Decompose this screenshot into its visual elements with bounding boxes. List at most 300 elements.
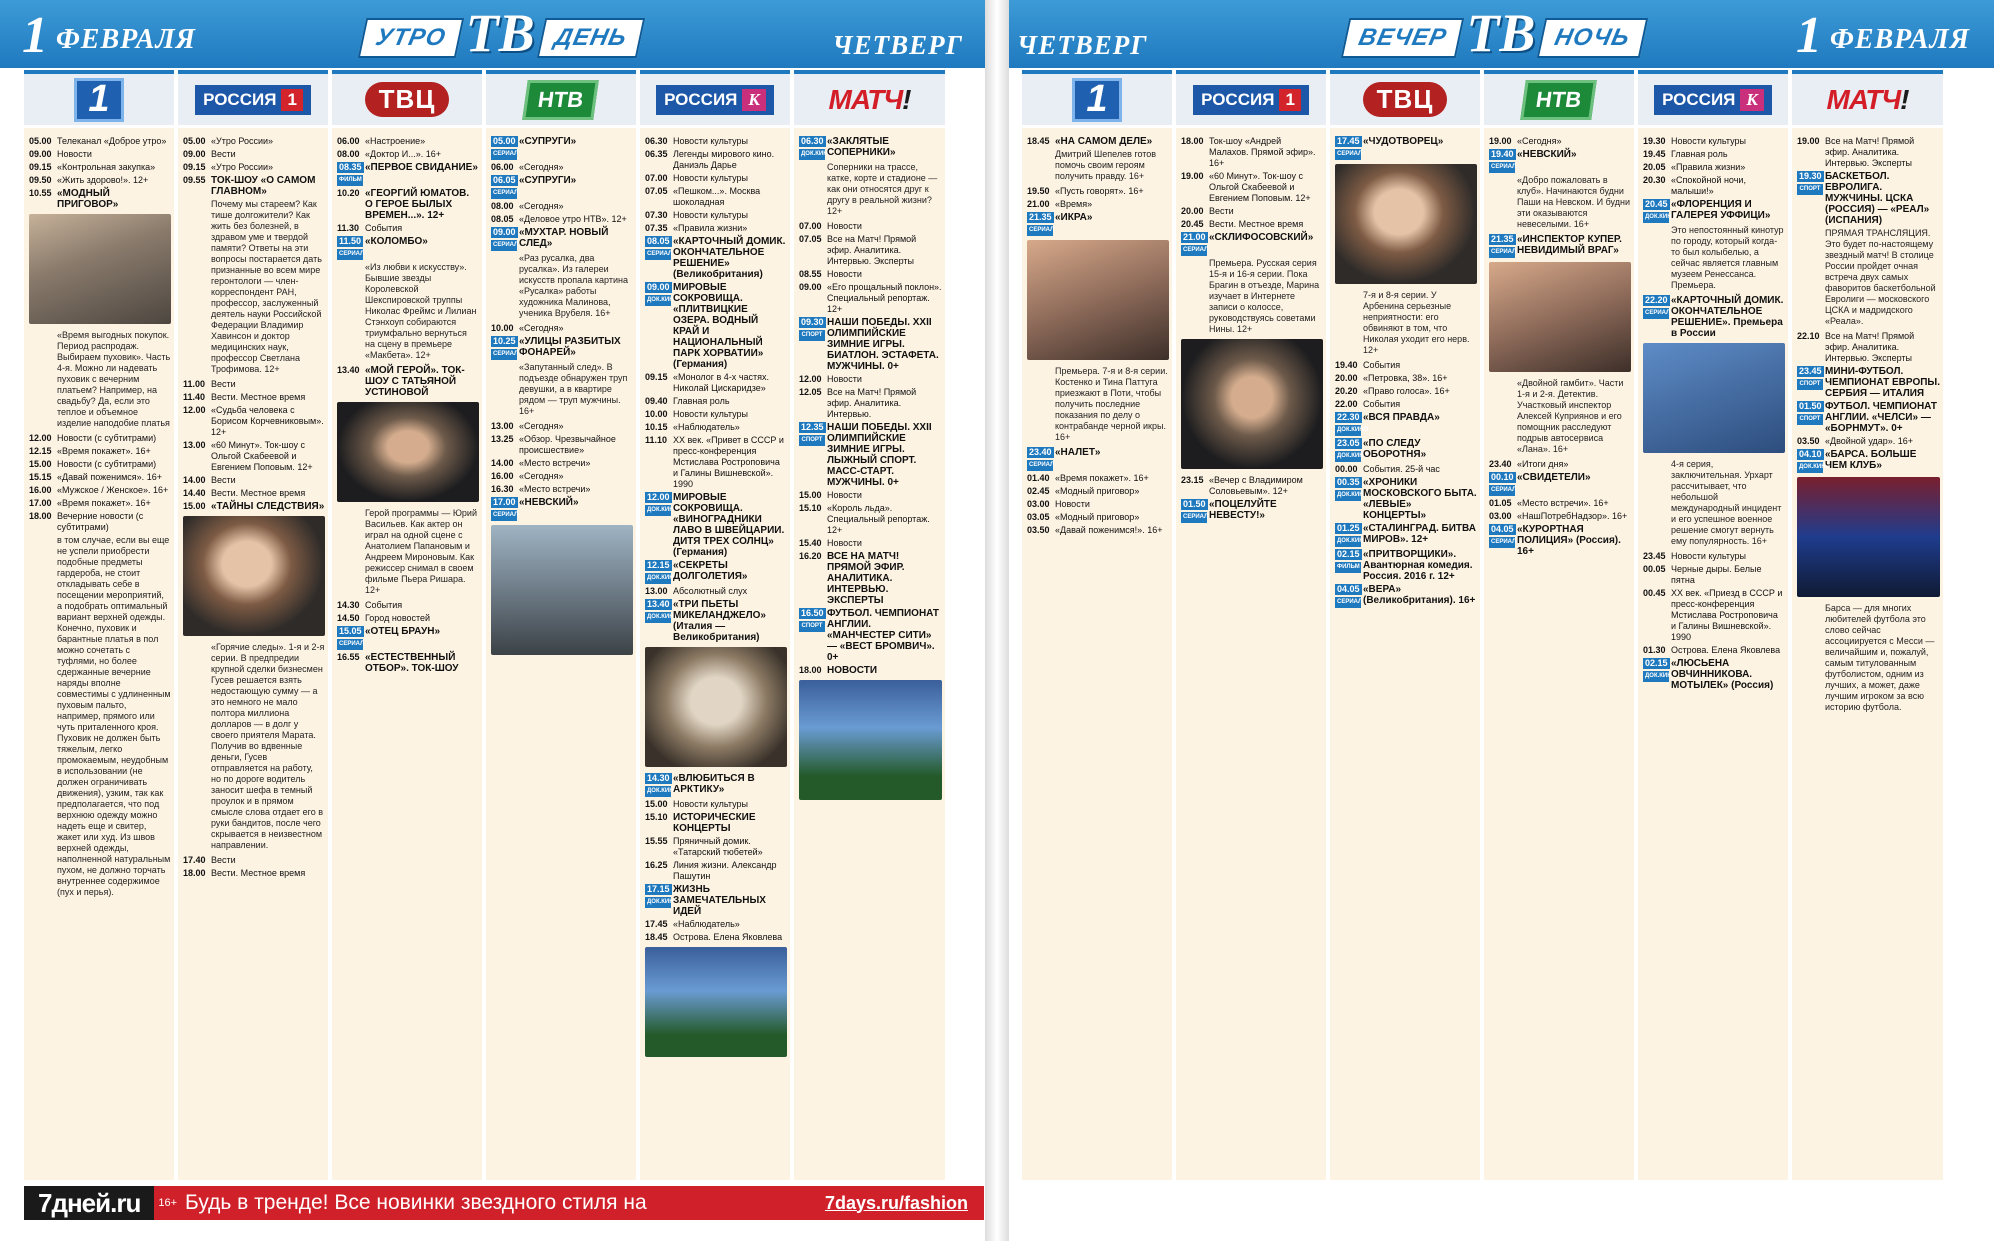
time-label: 05.00: [493, 136, 516, 146]
program-slot: [337, 149, 479, 160]
program-title: «ЗАКЛЯТЫЕ СОПЕРНИКИ»: [827, 136, 896, 158]
kultura-mark: К: [1740, 89, 1764, 111]
program-slot: [645, 396, 787, 407]
time-label: 19.50: [1027, 186, 1050, 196]
time-label: 17.00: [493, 497, 516, 507]
program-title: «СТАЛИНГРАД. БИТВА МИРОВ». 12+: [1363, 523, 1476, 545]
date-month-right: ФЕВРАЛЯ: [1830, 24, 1970, 55]
program-time: [645, 799, 673, 810]
program-title: ФУТБОЛ. ЧЕМПИОНАТ АНГЛИИ. «МАНЧЕСТЕР СИТИ» — «ВЕСТ БРОМВИЧ». 0+: [827, 608, 940, 663]
program-title: ВСЕ НА МАТЧ! ПРЯМОЙ ЭФИР. АНАЛИТИКА. ИНТЕРВЬЮ. ЭКСПЕРТЫ: [827, 551, 905, 606]
program-time: [29, 485, 57, 496]
program-time: [645, 186, 673, 208]
banner-link[interactable]: 7days.ru/fashion: [824, 1192, 968, 1213]
time-label: 20.00: [1335, 373, 1358, 383]
program-title: «СЕКРЕТЫ ДОЛГОЛЕТИЯ»: [673, 560, 748, 582]
program-slot: [1181, 219, 1323, 230]
time-label: 01.30: [1643, 645, 1666, 655]
program-time: [29, 149, 57, 160]
channel-column: [332, 128, 482, 1180]
program-title: «ИНСПЕКТОР КУПЕР. НЕВИДИМЫЙ ВРАГ»: [1517, 234, 1622, 256]
program-title: «Сегодня»: [1517, 136, 1562, 146]
genre-badge: СПОРТ: [799, 621, 825, 632]
genre-badge: ДОК.КИНО: [645, 505, 671, 516]
time-label: 23.05: [1337, 438, 1360, 448]
time-label: 23.40: [1029, 447, 1052, 457]
program-title: «НАЛЕТ»: [1055, 447, 1101, 458]
program-slot: [799, 234, 942, 267]
time-label: 03.05: [1027, 512, 1050, 522]
program-time: [1335, 549, 1363, 582]
program-slot: [183, 405, 325, 438]
match-logo-icon: [829, 84, 911, 116]
program-time: [1335, 399, 1363, 410]
program-title: Вести: [1209, 206, 1234, 216]
program-slot: [337, 223, 479, 234]
program-title: Острова. Елена Яковлева: [1671, 645, 1781, 655]
program-title: ЖИЗНЬ ЗАМЕЧАТЕЛЬНЫХ ИДЕЙ: [673, 884, 766, 917]
program-title: Легенды мирового кино. Даниэль Дарье: [673, 149, 775, 170]
time-label: 17.15: [647, 884, 670, 894]
time-label: 16.30: [491, 484, 514, 494]
genre-badge: ДОК.КИНО: [799, 149, 825, 160]
channel-column: [1176, 128, 1326, 1180]
program-slot: [1489, 498, 1631, 509]
program-slot: [1643, 645, 1785, 656]
program-slot: [29, 433, 171, 444]
time-label: 13.25: [491, 434, 514, 444]
time-label: 08.05: [647, 236, 670, 246]
genre-badge: ФИЛЬМ: [337, 175, 363, 186]
program-title: События: [365, 223, 403, 233]
time-label: 22.30: [1337, 412, 1360, 422]
program-slot: [1797, 136, 1940, 169]
program-slot: [645, 236, 787, 280]
program-photo: [645, 647, 787, 767]
genre-badge: СПОРТ: [1797, 184, 1823, 195]
program-title: «Наблюдатель»: [673, 422, 740, 432]
program-description: «Добро пожаловать в клуб». Начинаются будни Паши на Невском. И будни эти оказываются невеселыми. 16+: [1517, 175, 1630, 229]
program-title: «НЕВСКИЙ»: [1517, 149, 1577, 160]
program-title: ФУТБОЛ. ЧЕМПИОНАТ АНГЛИИ. «ЧЕЛСИ» — «БОРНМУТ». 0+: [1825, 401, 1938, 434]
program-time: [491, 434, 519, 456]
program-slot: [645, 173, 787, 184]
program-time: [645, 149, 673, 171]
time-label: 00.35: [1337, 477, 1360, 487]
time-label: 09.55: [183, 175, 206, 185]
genre-badge: СПОРТ: [1797, 414, 1823, 425]
time-label: 19.45: [1643, 149, 1666, 159]
program-title: Острова. Елена Яковлева: [673, 932, 783, 942]
time-label: 14.30: [337, 600, 360, 610]
program-time: [799, 490, 827, 501]
program-time: [645, 812, 673, 834]
program-time: [1797, 401, 1825, 434]
program-slot: [1643, 564, 1785, 586]
program-photo: [1181, 339, 1323, 469]
program-slot: [183, 379, 325, 390]
header-evening-night: [1009, 0, 1994, 68]
program-title: «ЧУДОТВОРЕЦ»: [1363, 136, 1444, 147]
genre-badge: ДОК.КИНО: [645, 786, 671, 797]
program-description: ПРЯМАЯ ТРАНСЛЯЦИЯ. Это будет по-настоящему звездный матч! В столице России пройдет очная встреча двух самых фаворитов баскетбольной Евролиги — московского ЦСКА и мадридского «Реала».: [1825, 228, 1936, 326]
program-title: «ТРИ ПЬЕТЫ МИКЕЛАНДЖЕЛО» (Италия — Великобритания): [673, 599, 766, 643]
tv-section-logo-evening: [1345, 3, 1644, 64]
program-slot: [491, 434, 633, 456]
genre-badge: СЕРИАЛ: [1489, 247, 1515, 258]
program-title: «Обзор. Чрезвычайное происшествие»: [519, 434, 616, 455]
program-description: 4-я серия, заключительная. Урхарт рассчитывает, что небольшой международный инцидент и его успешное военное решение смогут вернуть ему популярность. 16+: [1671, 459, 1782, 546]
russia-label-k: РОССИЯ: [1662, 89, 1736, 109]
channel-column: [1330, 128, 1480, 1180]
program-time: [491, 175, 519, 199]
program-slot: [645, 149, 787, 171]
time-label: 04.10: [1799, 449, 1822, 459]
program-title: «Сегодня»: [519, 201, 564, 211]
schedule-evening: [1022, 128, 1947, 1180]
program-slot: [799, 269, 942, 280]
program-slot: [183, 501, 325, 512]
program-title: События: [1363, 360, 1401, 370]
program-slot: [337, 626, 479, 650]
program-title: «ПРИТВОРЩИКИ». Авантюрная комедия. Россия. 2016 г. 12+: [1363, 549, 1473, 582]
program-title: «Право голоса». 16+: [1363, 386, 1450, 396]
program-slot: [1181, 232, 1323, 256]
program-description: Барса — для многих любителей футбола это слово сейчас ассоциируется с Месси — величайшим и, пожалуй, самым титулованным футболистом, одним из лучших, а может, даже лучшим игроком за всю историю футбола.: [1825, 603, 1935, 712]
program-time: [799, 282, 827, 315]
time-label: 19.40: [1335, 360, 1358, 370]
program-slot: [491, 323, 633, 334]
program-time: [1181, 499, 1209, 523]
program-time: [183, 501, 211, 512]
program-slot: [1489, 511, 1631, 522]
time-label: 02.45: [1027, 486, 1050, 496]
russia-num: 1: [1279, 89, 1300, 111]
program-description: Это непостоянный кинотур по городу, который когда-то был колыбелью, а сейчас является главным музеем Ренессанса. Премьера.: [1671, 225, 1784, 290]
program-description: Дмитрий Шепелев готов помочь своим героям получить правду. 16+: [1055, 149, 1157, 181]
program-title: «НА САМОМ ДЕЛЕ»: [1055, 136, 1153, 147]
program-time: [645, 932, 673, 943]
time-label: 21.35: [1491, 234, 1514, 244]
program-title: Новости культуры: [673, 210, 749, 220]
time-label: 00.10: [1491, 472, 1514, 482]
program-title: «60 Минут». Ток-шоу с Ольгой Скабеевой и Евгением Поповым. 12+: [1209, 171, 1311, 203]
program-photo: [1335, 164, 1477, 284]
time-label: 23.45: [1799, 366, 1822, 376]
program-time: [29, 511, 57, 533]
program-title: «ВЛЮБИТЬСЯ В АРКТИКУ»: [673, 773, 755, 795]
program-time: [645, 860, 673, 882]
program-time: [183, 379, 211, 390]
genre-badge: ДОК.КИНО: [645, 573, 671, 584]
program-slot: [1797, 171, 1940, 226]
program-title: БАСКЕТБОЛ. ЕВРОЛИГА. МУЖЧИНЫ. ЦСКА (РОССИЯ) — «РЕАЛ» (ИСПАНИЯ): [1825, 171, 1930, 226]
time-label: 11.30: [337, 223, 360, 233]
program-time: [183, 392, 211, 403]
program-slot: [1797, 449, 1940, 473]
match-bang: !: [902, 83, 911, 115]
time-label: 09.00: [183, 149, 206, 159]
time-label: 18.00: [1181, 136, 1204, 146]
program-time: [1643, 645, 1671, 656]
time-label: 21.35: [1029, 212, 1052, 222]
program-slot: [799, 490, 942, 501]
genre-badge: СЕРИАЛ: [1027, 225, 1053, 236]
program-slot: [645, 836, 787, 858]
tv-section-logo-morning: [362, 3, 640, 64]
time-label: 15.00: [645, 799, 668, 809]
time-label: 00.45: [1643, 588, 1666, 598]
program-title: Вести: [211, 855, 236, 865]
program-time: [1489, 498, 1517, 509]
time-label: 01.50: [1183, 499, 1206, 509]
program-slot: [645, 282, 787, 370]
program-time: [491, 458, 519, 469]
kultura-logo-icon: [1654, 85, 1772, 115]
program-title: «ВЕРА» (Великобритания). 16+: [1363, 584, 1476, 606]
program-time: [1643, 588, 1671, 643]
program-time: [29, 472, 57, 483]
program-time: [1643, 658, 1677, 691]
program-slot: [183, 868, 325, 879]
time-label: 03.00: [1027, 499, 1050, 509]
channel-tvc-evening: [1330, 70, 1480, 125]
time-label: 16.00: [29, 485, 52, 495]
program-title: «Утро России»: [211, 136, 274, 146]
program-slot: [1335, 523, 1477, 547]
program-title: НАШИ ПОБЕДЫ. XXII ОЛИМПИЙСКИЕ ЗИМНИЕ ИГРЫ. ЛЫЖНЫЙ СПОРТ. МАСС-СТАРТ. МУЖЧИНЫ. 0+: [827, 422, 932, 488]
program-time: [1335, 477, 1369, 521]
channel-tvc: [332, 70, 482, 125]
program-time: [799, 608, 827, 663]
time-label: 18.45: [1027, 136, 1050, 146]
time-label: 12.15: [29, 446, 52, 456]
genre-badge: СЕРИАЛ: [491, 188, 517, 199]
program-slot: [1797, 436, 1940, 447]
program-title: «Жить здорово!». 12+: [57, 175, 149, 185]
time-label: 06.30: [801, 136, 824, 146]
channel-column: [178, 128, 328, 1180]
program-slot: [645, 409, 787, 420]
program-title: «КАРТОЧНЫЙ ДОМИК. ОКОНЧАТЕЛЬНОЕ РЕШЕНИЕ». Премьера в России: [1671, 295, 1784, 339]
channel-strip-day: [24, 70, 949, 125]
program-slot: [1797, 331, 1940, 364]
program-slot: [183, 149, 325, 160]
program-slot: [645, 372, 787, 394]
program-time: [799, 317, 827, 372]
logo-word-night: НОЧЬ: [1537, 18, 1648, 58]
program-time: [1335, 584, 1363, 608]
program-time: [1643, 564, 1671, 586]
program-title: События: [1363, 399, 1401, 409]
program-title: Новости (с субтитрами): [57, 433, 157, 443]
program-slot: [337, 600, 479, 611]
time-label: 20.30: [1643, 175, 1666, 185]
time-label: 06.35: [645, 149, 668, 159]
program-description: «Горячие следы». 1-я и 2-я серии. В предпредии крупной сделки бизнесмен Гусев решается взять недостающую сумму — а это немного не мало полтора миллиона долларов — в долг у своего приятеля Марата. Получив во вдвенные деньги, Гусев отправляется на работу, но по дороге водитель заносит шефа в темный проулок и в прямом смысле слова отдает его в руки бандитов, после чего скрывается в неизвестном направлении.: [211, 642, 325, 850]
time-label: 18.00: [183, 868, 206, 878]
russia-label: РОССИЯ: [1201, 89, 1275, 109]
program-title: «МУХТАР. НОВЫЙ СЛЕД»: [519, 227, 609, 249]
program-time: [491, 136, 519, 160]
program-title: Телеканал «Доброе утро»: [57, 136, 167, 146]
channel-column: [794, 128, 945, 1180]
program-time: [337, 136, 365, 147]
program-title: «Сегодня»: [519, 421, 564, 431]
program-title: «Спокойной ночи, малыши!»: [1671, 175, 1746, 196]
genre-badge: ДОК.КИНО: [1797, 462, 1823, 473]
time-label: 06.00: [337, 136, 360, 146]
program-title: Новости культуры: [673, 173, 749, 183]
time-label: 18.00: [799, 665, 822, 675]
program-slot: [29, 136, 171, 147]
program-time: [645, 422, 673, 433]
time-label: 12.00: [29, 433, 52, 443]
program-title: «Место встречи». 16+: [1517, 498, 1609, 508]
header-morning-day: [0, 0, 985, 68]
program-time: [1027, 199, 1055, 210]
program-title: Новости культуры: [1671, 136, 1747, 146]
program-time: [29, 433, 57, 444]
program-title: «Место встречи»: [519, 458, 591, 468]
program-title: «Утро России»: [211, 162, 274, 172]
program-time: [645, 492, 679, 558]
program-time: [1797, 436, 1825, 447]
program-title: МИРОВЫЕ СОКРОВИЩА. «ВИНОГРАДНИКИ ЛАВО В ШВЕЙЦАРИИ. ДИТЯ ТРЕХ СОЛНЦ» (Германия): [673, 492, 785, 558]
program-title: Черные дыры. Белые пятна: [1671, 564, 1762, 585]
program-title: «Модный приговор»: [1055, 486, 1140, 496]
banner-text: Будь в тренде! Все новинки звездного стиля на: [185, 1191, 647, 1214]
header-date-right: [1796, 6, 1970, 65]
program-title: «ЛЮСЬЕНА ОВЧИННИКОВА. МОТЫЛЕК» (Россия): [1671, 658, 1774, 691]
channel-kultura-evening: [1638, 70, 1788, 125]
program-slot: [645, 932, 787, 943]
program-title: «Время покажет». 16+: [1055, 473, 1149, 483]
program-title: «Деловое утро НТВ». 12+: [519, 214, 627, 224]
time-label: 14.30: [647, 773, 670, 783]
time-label: 01.50: [1799, 401, 1822, 411]
time-label: 15.15: [29, 472, 52, 482]
time-label: 19.00: [1489, 136, 1512, 146]
program-slot: [183, 440, 325, 473]
program-title: «ИКРА»: [1055, 212, 1093, 223]
program-slot: [1489, 136, 1631, 147]
program-title: «СУПРУГИ»: [519, 136, 577, 147]
program-slot: [1027, 499, 1169, 510]
genre-badge: СЕРИАЛ: [491, 149, 517, 160]
channel-first-evening: [1022, 70, 1172, 125]
match-bang: !: [1900, 83, 1909, 115]
program-time: [645, 173, 673, 184]
genre-badge: ДОК.КИНО: [1335, 425, 1361, 436]
program-title: МИНИ-ФУТБОЛ. ЧЕМПИОНАТ ЕВРОПЫ. СЕРБИЯ — ИТАЛИЯ: [1825, 366, 1940, 399]
channel-russia1: [178, 70, 328, 125]
program-time: [799, 234, 827, 267]
genre-badge: СПОРТ: [1797, 379, 1823, 390]
time-label: 09.00: [29, 149, 52, 159]
program-description: «Двойной гамбит». Части 1-я и 2-я. Детектив. Участковый инспектор Алексей Куприянов и его помощник расследуют подрыв автосервиса «Лана». 16+: [1517, 378, 1624, 454]
genre-badge: СЕРИАЛ: [1489, 162, 1515, 173]
program-time: [1643, 149, 1671, 160]
program-time: [1643, 175, 1671, 197]
header-weekday: ЧЕТВЕРГ: [832, 30, 963, 60]
program-time: [183, 405, 211, 438]
program-slot: [1335, 584, 1477, 608]
genre-badge: СЕРИАЛ: [491, 349, 517, 360]
program-time: [1027, 499, 1055, 510]
time-label: 23.15: [1181, 475, 1204, 485]
genre-badge: СЕРИАЛ: [1643, 308, 1669, 319]
program-slot: [645, 492, 787, 558]
age-rating: 16+: [158, 1197, 178, 1209]
program-slot: [491, 162, 633, 173]
genre-badge: СЕРИАЛ: [1489, 485, 1515, 496]
time-label: 05.00: [183, 136, 206, 146]
program-time: [337, 652, 365, 674]
time-label: 14.40: [183, 488, 206, 498]
program-time: [29, 162, 57, 173]
program-title: Линия жизни. Александр Пашутин: [673, 860, 777, 881]
program-title: «Монолог в 4-х частях. Николай Цискаридзе»: [673, 372, 770, 393]
program-title: «СУПРУГИ»: [519, 175, 577, 186]
program-title: «ГЕОРГИЙ ЮМАТОВ. О ГЕРОЕ БЫЛЫХ ВРЕМЕН...». 12+: [365, 188, 470, 221]
program-time: [29, 459, 57, 470]
program-time: [1489, 234, 1517, 258]
time-label: 07.00: [799, 221, 822, 231]
program-title: Новости культуры: [1671, 551, 1747, 561]
genre-badge: СЕРИАЛ: [337, 639, 363, 650]
program-time: [645, 396, 673, 407]
program-time: [183, 868, 211, 879]
program-time: [1643, 199, 1677, 223]
time-label: 17.00: [29, 498, 52, 508]
time-label: 13.40: [647, 599, 670, 609]
program-slot: [1643, 149, 1785, 160]
program-slot: [645, 773, 787, 797]
program-description: Герой программы — Юрий Васильев. Как актер он играл на одной сцене с Анатолием Папановым и Андреем Мироновым. Как режиссер снимал в своем фильме Пьера Ришара. 12+: [365, 508, 477, 595]
program-slot: [1027, 212, 1169, 236]
program-slot: [1181, 136, 1323, 169]
program-title: «Давай поженимся». 16+: [57, 472, 162, 482]
program-title: «Место встречи»: [519, 484, 591, 494]
ad-banner[interactable]: [24, 1186, 984, 1220]
program-slot: [183, 175, 325, 197]
program-time: [1335, 464, 1363, 475]
program-time: [645, 372, 673, 394]
channel-russia1-evening: [1176, 70, 1326, 125]
program-time: [491, 227, 519, 251]
time-label: 02.15: [1645, 658, 1668, 668]
channel-first: [24, 70, 174, 125]
time-label: 19.30: [1799, 171, 1822, 181]
program-slot: [799, 374, 942, 385]
program-title: «БАРСА. БОЛЬШЕ ЧЕМ КЛУБ»: [1825, 449, 1917, 471]
program-slot: [1181, 499, 1323, 523]
program-time: [337, 188, 365, 221]
genre-badge: ДОК.КИНО: [645, 897, 671, 908]
program-title: Все на Матч! Прямой эфир. Аналитика. Интервью.: [827, 387, 917, 419]
page-gutter: [985, 0, 1009, 1241]
time-label: 23.45: [1643, 551, 1666, 561]
program-slot: [645, 210, 787, 221]
program-slot: [183, 475, 325, 486]
channel-column: [640, 128, 790, 1180]
time-label: 16.25: [645, 860, 668, 870]
russia-label-k: РОССИЯ: [664, 89, 738, 109]
program-title: «МОЙ ГЕРОЙ». ТОК-ШОУ С ТАТЬЯНОЙ УСТИНОВОЙ: [365, 365, 465, 398]
program-time: [1797, 366, 1825, 399]
program-title: «ПО СЛЕДУ ОБОРОТНЯ»: [1363, 438, 1427, 460]
